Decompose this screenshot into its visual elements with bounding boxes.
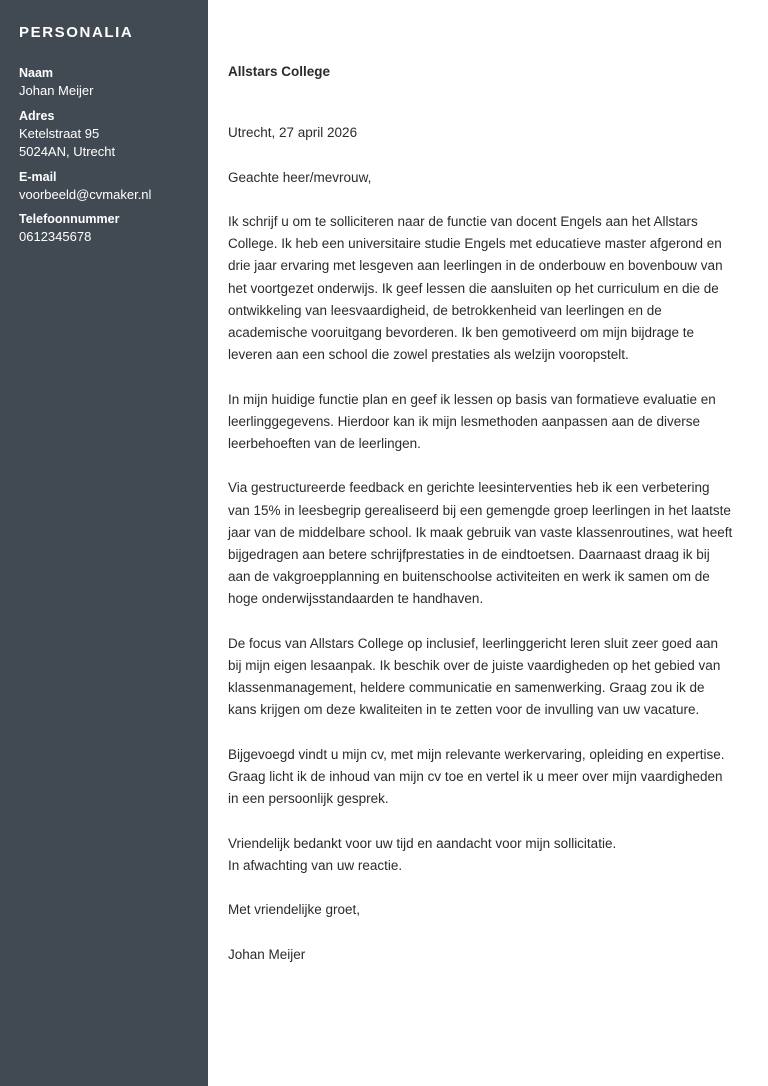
letter-paragraph-1: Ik schrijf u om te solliciteren naar de functie van docent Engels aan het Allstars College. Ik heb een universitaire studie Engels met educatieve master afgerond en drie jaar ervaring met lesgeven aan leerlingen in de onderbouw en bovenbouw van het voortgezet onderwijs. Ik geef lessen die aansluiten op het curriculum en die de ontwikkeling van leesvaardigheid, de betrokkenheid van leerlingen en de academische vooruitgang bevorderen. Ik ben gemotiveerd om mijn bijdrage te leveren aan een school die zowel prestaties als welzijn vooropstelt. (228, 213, 723, 363)
name-label: Naam (19, 66, 54, 80)
email-value: voorbeeld@cvmaker.nl (19, 186, 152, 202)
letter-body (228, 61, 734, 966)
address-field (19, 107, 208, 162)
salutation: Geachte heer/mevrouw, (228, 169, 372, 185)
address-label: Adres (19, 108, 55, 123)
address-line-2: 5024AN, Utrecht (19, 144, 116, 159)
thanks-line-2: In afwachting van uw reactie. (228, 857, 403, 873)
letter-paragraph-5: Bijgevoegd vindt u mijn cv, met mijn relevante werkervaring, opleiding en expertise. Graag licht ik de inhoud van mijn cv toe en vertel ik u meer over mijn vaardigheden in een persoonlijk gesprek. (228, 746, 725, 807)
sidebar-heading: PERSONALIA (19, 24, 134, 41)
letter-date: Utrecht, 27 april 2026 (228, 125, 358, 141)
name-field (19, 64, 208, 101)
name-value: Johan Meijer (19, 83, 94, 98)
phone-label: Telefoonnummer (19, 212, 120, 226)
recipient-name: Allstars College (228, 64, 331, 79)
signature-name: Johan Meijer (228, 946, 306, 962)
email-label: E-mail (19, 169, 57, 184)
email-field (19, 168, 208, 205)
personal-info-sidebar (0, 0, 208, 1086)
letter-paragraph-2: In mijn huidige functie plan en geef ik lessen op basis van formatieve evaluatie en leerlinggegevens. Hierdoor kan ik mijn lesmethoden aanpassen aan de diverse leerbehoeften van de leerlingen. (228, 391, 716, 451)
letter-paragraph-4: De focus van Allstars College op inclusief, leerlinggericht leren sluit zeer goed aan bij mijn eigen lesaanpak. Ik beschik over de juiste vaardigheden op het gebied van klassenmanagement, heldere communicatie en samenwerking. Graag zou ik de kans krijgen om deze kwaliteiten in te zetten voor de invulling van uw vacature. (228, 635, 721, 718)
address-line-1: Ketelstraat 95 (19, 125, 100, 141)
thanks-line-1: Vriendelijk bedankt voor uw tijd en aandacht voor mijn sollicitatie. (228, 835, 617, 851)
phone-field (19, 210, 208, 247)
phone-value: 0612345678 (19, 229, 92, 244)
thanks-block (228, 833, 734, 877)
letter-paragraph-3: Via gestructureerde feedback en gerichte leesinterventies heb ik een verbetering van 15% in leesbegrip gerealiseerd bij een gemengde groep leerlingen in het laatste jaar van de middelbare school. Ik maak gebruik van vaste klassenroutines, wat heeft bijgedragen aan betere schrijfprestaties in de eindtoetsen. Daarnaast draag ik bij aan de vakgroepplanning en buitenschoolse activiteiten en werk ik samen om de hoge onderwijsstandaarden te handhaven. (228, 480, 733, 607)
closing: Met vriendelijke groet, (228, 902, 361, 918)
